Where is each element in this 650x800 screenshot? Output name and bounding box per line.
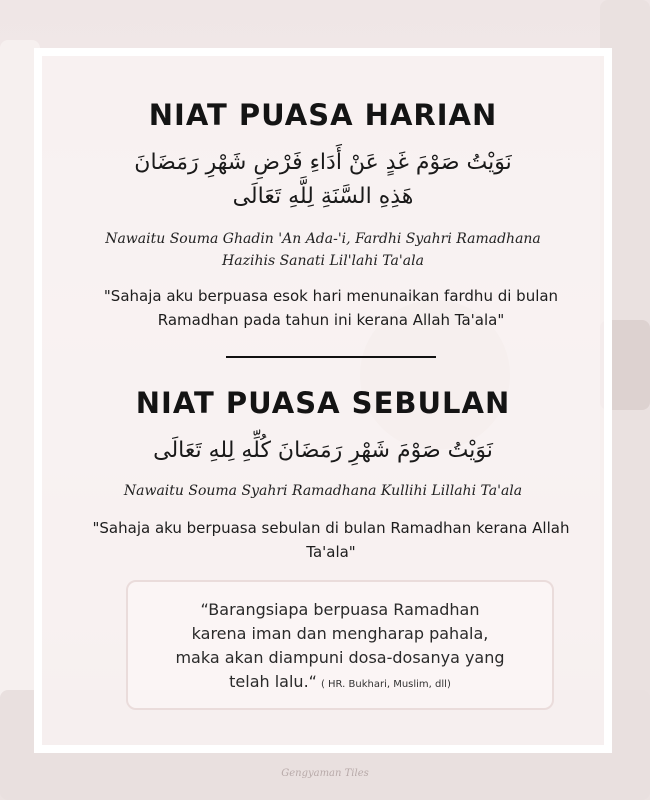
hadith-quote-box [126,580,554,710]
section2-transliteration-line1: Nawaitu Souma Syahri Ramadhana Kullihi Lillahi Ta'ala [123,483,523,499]
section1-arabic-line1: نَوَيْتُ صَوْمَ غَدٍ عَنْ أَدَاءِ فَرْضِ شَهْرِ رَمَضَانَ [134,150,512,175]
quote-source: ( HR. Bukhari, Muslim, dll) [320,679,451,690]
quote-line3: maka akan diampuni dosa-dosanya yang [175,648,505,667]
card-content [42,56,604,745]
quote-line2: karena iman dan mengharap pahala, [191,624,489,643]
quote-line1: “Barangsiapa berpuasa Ramadhan [200,600,480,619]
section1-title: NIAT PUASA HARIAN [148,98,498,132]
section1-meaning: "Sahaja aku berpuasa esok hari menunaikan fardhu di bulan Ramadhan pada tahun ini kerana Allah Ta'ala" [103,287,559,329]
section2-title: NIAT PUASA SEBULAN [135,386,511,420]
section1-arabic-line2: هَذِهِ السَّنَةِ لِلَّهِ تَعَالَى [232,184,414,209]
section2-meaning: "Sahaja aku berpuasa sebulan di bulan Ramadhan kerana Allah Ta'ala" [92,519,570,561]
quote-line4-wrap [128,670,552,697]
section2-arabic-line1: نَوَيْتُ صَوْمَ شَهْرِ رَمَضَانَ كُلِّهِ لِلهِ تَعَالَى [153,438,493,463]
section1-transliteration-line2: Hazihis Sanati Lil'lahi Ta'ala [222,253,424,269]
hadith-quote [128,598,552,697]
quote-line4: telah lalu.“ [229,672,317,691]
niat-card [34,48,612,753]
watermark: Gengyaman Tiles [281,768,369,779]
section1-transliteration-line1: Nawaitu Souma Ghadin 'An Ada-'i, Fardhi Syahri Ramadhana [105,231,541,247]
section-divider [226,356,436,358]
